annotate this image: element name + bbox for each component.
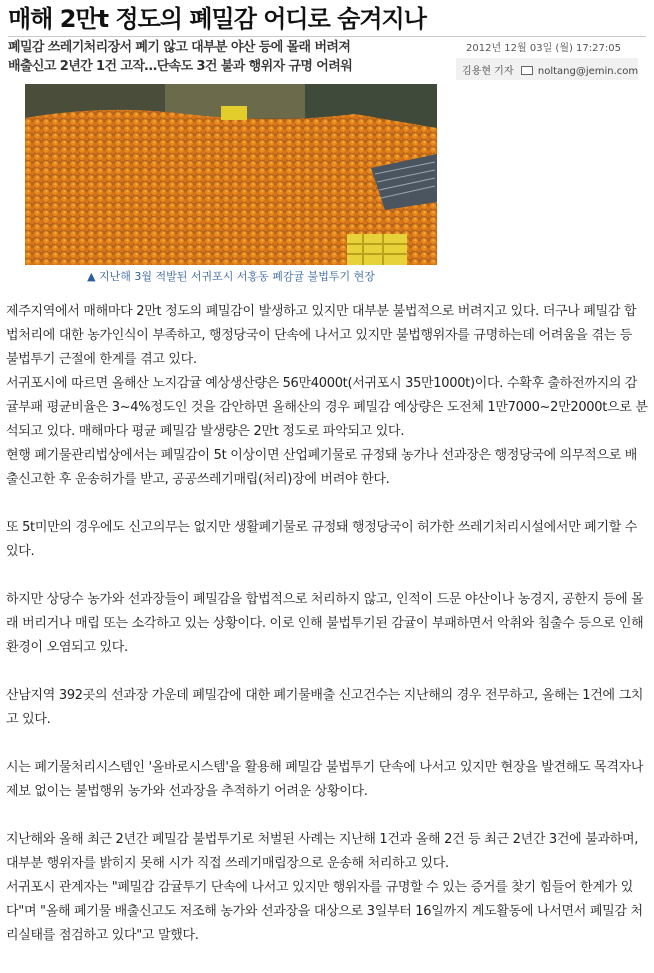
article-body bbox=[6, 300, 648, 948]
article-subtitle bbox=[8, 38, 448, 76]
reporter-email[interactable]: noltang@jemin.com bbox=[537, 66, 639, 77]
body-paragraph: 서귀포시 관계자는 "폐밀감 감귤투기 단속에 나서고 있지만 행위자를 규명할 수 있는 증거를 찾기 힘들어 한계가 있다"며 "올해 폐기물 배출신고도 저조해 농가와 선과장을 대상으로 3일부터 16일까지 계도활동에 나서면서 폐밀감 처리실태를 점검하고 있다"고 말했다. bbox=[6, 880, 643, 943]
body-paragraph: 서귀포시에 따르면 올해산 노지감귤 예상생산량은 56만4000t(서귀포시 35만1000t)이다. 수확후 출하전까지의 감귤부패 평균비율은 3~4%정도인 것을 감안하면 올해산의 경우 폐밀감 예상량은 도전체 1만7000~2만2000t으로 분석되고 있다. 매해마다 평균 폐밀감 발생량은 2만t 정도로 파악되고 있다. bbox=[6, 376, 648, 439]
body-paragraph: 시는 폐기물처리시스템인 '올바로시스템'을 활용해 폐밀감 불법투기 단속에 나서고 있지만 현장을 발견해도 목격자나 제보 없이는 불법행위 농가와 선과장을 추적하기 어려운 상황이다. bbox=[6, 760, 644, 799]
body-paragraph: 산남지역 392곳의 선과장 가운데 폐밀감에 대한 폐기물배출 신고건수는 지난해의 경우 전무하고, 올해는 1건에 그치고 있다. bbox=[6, 688, 644, 727]
paragraph-spacer bbox=[6, 564, 648, 588]
body-paragraph: 현행 폐기물관리법상에서는 폐밀감이 5t 이상이면 산업폐기물로 규정돼 농가나 선과장은 행정당국에 의무적으로 배출신고한 후 운송허가를 받고, 공공쓰레기매립(처리)장에 버려야 한다. bbox=[6, 448, 638, 487]
body-paragraph: 하지만 상당수 농가와 선과장들이 폐밀감을 합법적으로 처리하지 않고, 인적이 드문 야산이나 농경지, 공한지 등에 몰래 버리거나 매립 또는 소각하고 있는 상황이다. 이로 인해 불법투기된 감귤이 부패하면서 악취와 침출수 등으로 인해 환경이 오염되고 있다. bbox=[6, 592, 644, 655]
photo-caption: ▲ 지난해 3월 적발된 서귀포시 서홍동 폐감귤 불법투기 현장 bbox=[87, 270, 375, 283]
paragraph-spacer bbox=[6, 492, 648, 516]
body-paragraph: 지난해와 올해 최근 2년간 폐밀감 불법투기로 처벌된 사례는 지난해 1건과 올해 2건 등 최근 2년간 3건에 불과하며, 대부분 행위자를 밝히지 못해 시가 직접 쓰레기매립장으로 운송해 처리하고 있다. bbox=[6, 832, 639, 871]
mail-icon bbox=[521, 66, 533, 75]
body-paragraph: 또 5t미만의 경우에도 신고의무는 없지만 생활폐기물로 규정돼 행정당국이 허가한 쓰레기처리시설에서만 폐기할 수 있다. bbox=[6, 520, 638, 559]
reporter-name: 김용현 기자 bbox=[462, 66, 514, 77]
paragraph-spacer bbox=[6, 732, 648, 756]
title-divider bbox=[8, 36, 646, 37]
subtitle-line: 폐밀감 쓰레기처리장서 폐기 않고 대부분 야산 등에 몰래 버려져 bbox=[8, 40, 351, 55]
publish-date: 2012년 12월 03일 (월) 17:27:05 bbox=[466, 43, 621, 54]
paragraph-spacer bbox=[6, 804, 648, 828]
byline bbox=[462, 62, 638, 77]
article-title: 매해 2만t 정도의 폐밀감 어디로 숨겨지나 bbox=[8, 5, 426, 33]
subtitle-line: 배출신고 2년간 1건 고작…단속도 3건 불과 행위자 규명 어려워 bbox=[8, 59, 353, 74]
article-photo bbox=[25, 84, 437, 265]
paragraph-spacer bbox=[6, 660, 648, 684]
body-paragraph: 제주지역에서 매해마다 2만t 정도의 폐밀감이 발생하고 있지만 대부분 불법적으로 버려지고 있다. 더구나 폐밀감 합법처리에 대한 농가인식이 부족하고, 행정당국이 단속에 나서고 있지만 불법행위자를 규명하는데 어려움을 겪는 등 불법투기 근절에 한계를 겪고 있다. bbox=[6, 304, 637, 367]
